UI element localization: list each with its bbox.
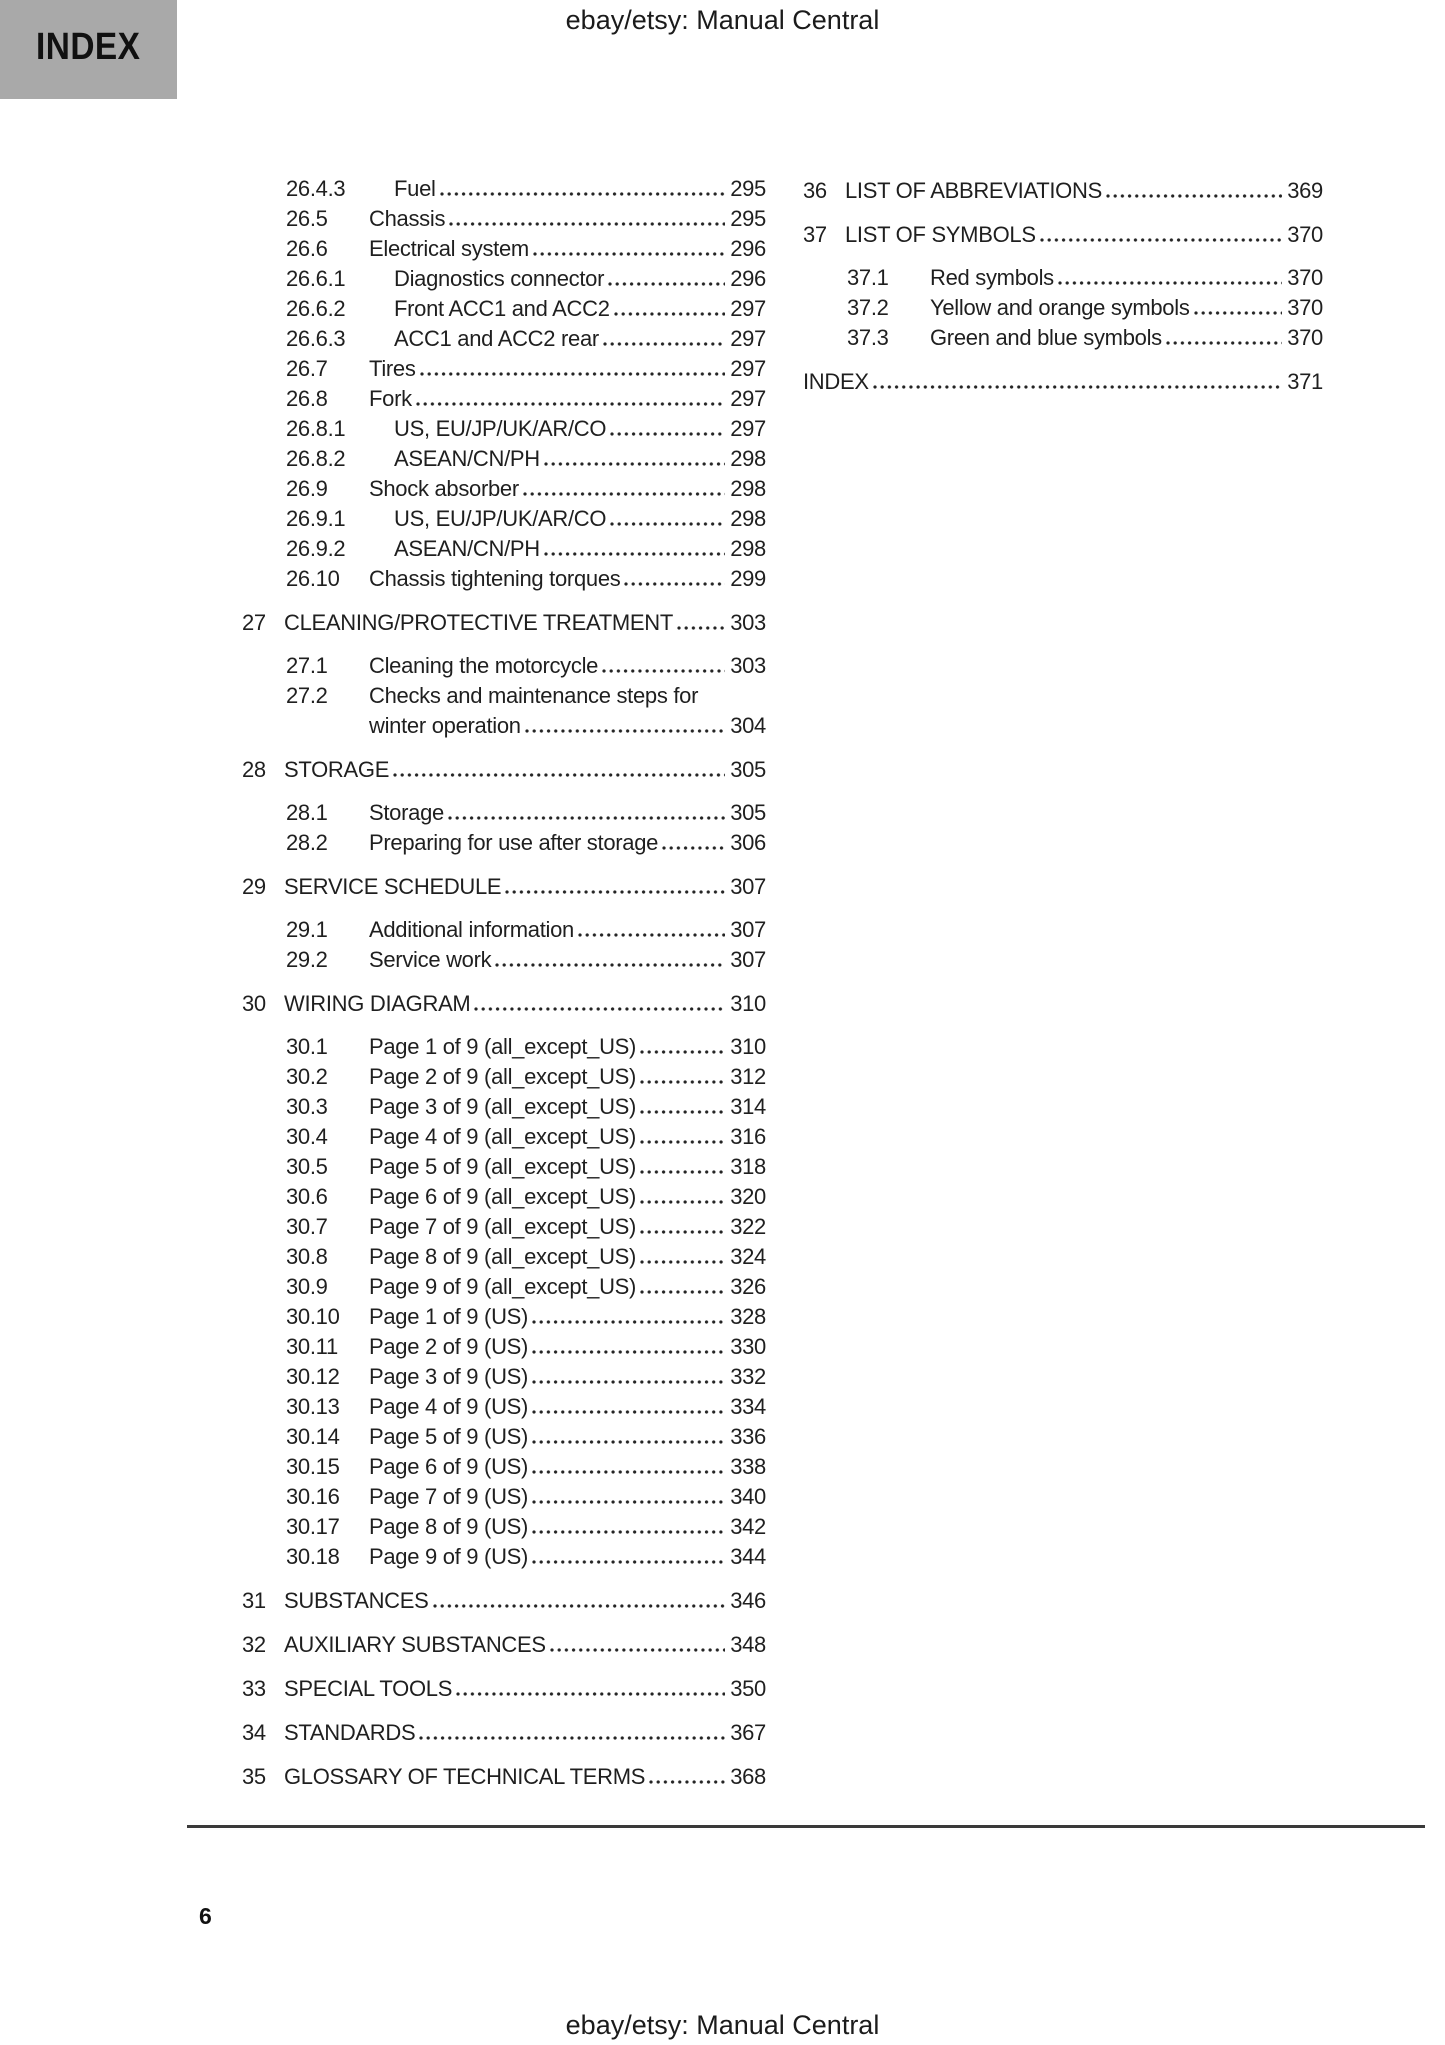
leader-dots xyxy=(532,1409,725,1415)
toc-entry-page: 322 xyxy=(730,1214,766,1239)
leader-dots xyxy=(440,191,726,197)
toc-entry-page: 336 xyxy=(730,1424,766,1449)
leader-dots xyxy=(602,668,725,674)
toc-entry-page: 344 xyxy=(730,1544,766,1569)
leader-dots xyxy=(640,1169,725,1175)
toc-entry-title: US, EU/JP/UK/AR/CO xyxy=(394,506,607,531)
toc-entry-page: 367 xyxy=(730,1720,766,1745)
toc-entry-title: Storage xyxy=(369,800,444,825)
toc-entry-number: 30.2 xyxy=(286,1064,328,1089)
toc-entry-title: Front ACC1 and ACC2 xyxy=(394,296,610,321)
leader-dots xyxy=(640,1259,725,1265)
leader-dots xyxy=(873,384,1282,390)
toc-entry-page: 350 xyxy=(730,1676,766,1701)
toc-entry-title: Page 7 of 9 (all_except_US) xyxy=(369,1214,637,1239)
toc-entry-number: 34 xyxy=(242,1720,266,1745)
toc-entry-title: Page 4 of 9 (all_except_US) xyxy=(369,1124,637,1149)
toc-row xyxy=(803,263,1323,293)
leader-dots xyxy=(419,1735,725,1741)
toc-entry-number: 28.2 xyxy=(286,830,328,855)
leader-dots xyxy=(603,341,725,347)
toc-entry-number: 30.13 xyxy=(286,1394,340,1419)
toc-entry-page: 304 xyxy=(730,713,766,738)
leader-dots xyxy=(578,932,725,938)
toc-entry-page: 306 xyxy=(730,830,766,855)
leader-dots xyxy=(624,581,725,587)
toc-entry-title: Page 8 of 9 (US) xyxy=(369,1514,529,1539)
leader-dots xyxy=(544,461,725,467)
toc-entry-number: 26.6.2 xyxy=(286,296,346,321)
toc-row xyxy=(242,174,766,204)
footer-rule xyxy=(187,1825,1425,1828)
toc-entry-page: 338 xyxy=(730,1454,766,1479)
leader-dots xyxy=(525,728,725,734)
toc-entry-page: 297 xyxy=(730,416,766,441)
toc-row xyxy=(803,220,1323,250)
toc-entry-number: 30.8 xyxy=(286,1244,328,1269)
toc-entry-number: 26.6.3 xyxy=(286,326,346,351)
leader-dots xyxy=(640,1109,725,1115)
toc-entry-page: 371 xyxy=(1287,369,1323,394)
toc-row xyxy=(242,474,766,504)
toc-entry-number: 37.1 xyxy=(847,265,889,290)
toc-entry-title: Preparing for use after storage xyxy=(369,830,659,855)
toc-entry-page: 346 xyxy=(730,1588,766,1613)
leader-dots xyxy=(640,1289,725,1295)
toc-entry-page: 297 xyxy=(730,356,766,381)
toc-row xyxy=(242,1482,766,1512)
toc-entry-title: Additional information xyxy=(369,917,574,942)
toc-entry-title: Page 1 of 9 (all_except_US) xyxy=(369,1034,637,1059)
toc-entry-page: 298 xyxy=(730,506,766,531)
toc-row xyxy=(242,1122,766,1152)
toc-row xyxy=(242,1762,766,1792)
toc-entry-page: 370 xyxy=(1287,325,1323,350)
leader-dots xyxy=(640,1199,725,1205)
toc-entry-number: 30.16 xyxy=(286,1484,340,1509)
leader-dots xyxy=(662,845,725,851)
leader-dots xyxy=(532,1439,725,1445)
toc-entry-title: Yellow and orange symbols xyxy=(930,295,1190,320)
toc-entry-title: AUXILIARY SUBSTANCES xyxy=(284,1632,546,1657)
toc-entry-title: LIST OF SYMBOLS xyxy=(845,222,1036,247)
toc-row xyxy=(242,915,766,945)
toc-row xyxy=(242,1302,766,1332)
toc-entry-title: Page 9 of 9 (US) xyxy=(369,1544,529,1569)
leader-dots xyxy=(433,1603,726,1609)
toc-entry-page: 299 xyxy=(730,566,766,591)
toc-entry-number: 28 xyxy=(242,757,266,782)
toc-row xyxy=(803,293,1323,323)
toc-entry-page: 305 xyxy=(730,800,766,825)
toc-entry-title: winter operation xyxy=(369,713,521,738)
toc-row xyxy=(242,828,766,858)
toc-entry-title: INDEX xyxy=(803,369,869,394)
toc-entry-title: STANDARDS xyxy=(284,1720,416,1745)
toc-row xyxy=(242,1630,766,1660)
toc-entry-page: 307 xyxy=(730,917,766,942)
toc-entry-page: 370 xyxy=(1287,222,1323,247)
toc-entry-title: Page 5 of 9 (US) xyxy=(369,1424,529,1449)
toc-entry-title: Page 6 of 9 (US) xyxy=(369,1454,529,1479)
toc-entry-page: 370 xyxy=(1287,265,1323,290)
toc-row xyxy=(242,1092,766,1122)
toc-row xyxy=(242,1674,766,1704)
toc-entry-title: Chassis tightening torques xyxy=(369,566,621,591)
toc-entry-title: WIRING DIAGRAM xyxy=(284,991,471,1016)
leader-dots xyxy=(1166,340,1282,346)
toc-entry-number: 30.7 xyxy=(286,1214,328,1239)
toc-entry-number: 30.4 xyxy=(286,1124,328,1149)
toc-entry-number: 26.5 xyxy=(286,206,328,231)
toc-entry-number: 26.8.2 xyxy=(286,446,346,471)
toc-entry-number: 33 xyxy=(242,1676,266,1701)
toc-entry-page: 310 xyxy=(730,1034,766,1059)
header-title: ebay/etsy: Manual Central xyxy=(565,5,880,35)
leader-dots xyxy=(649,1779,725,1785)
toc-entry-number: 30.12 xyxy=(286,1364,340,1389)
toc-entry-number: 26.8.1 xyxy=(286,416,346,441)
toc-entry-number: 30.9 xyxy=(286,1274,328,1299)
leader-dots xyxy=(677,625,725,631)
toc-entry-page: 307 xyxy=(730,874,766,899)
leader-dots xyxy=(550,1647,725,1653)
toc-entry-number: 26.7 xyxy=(286,356,328,381)
toc-row xyxy=(242,1062,766,1092)
toc-entry-page: 298 xyxy=(730,536,766,561)
toc-entry-title: US, EU/JP/UK/AR/CO xyxy=(394,416,607,441)
toc-entry-title: SPECIAL TOOLS xyxy=(284,1676,453,1701)
leader-dots xyxy=(614,311,726,317)
toc-row xyxy=(242,1586,766,1616)
toc-row xyxy=(242,1032,766,1062)
toc-row xyxy=(242,444,766,474)
toc-entry-title: Page 3 of 9 (all_except_US) xyxy=(369,1094,637,1119)
toc-row xyxy=(242,384,766,414)
toc-entry-number: 26.6 xyxy=(286,236,328,261)
toc-row xyxy=(242,1718,766,1748)
leader-dots xyxy=(544,551,725,557)
toc-entry-number: 30.10 xyxy=(286,1304,340,1329)
toc-entry-page: 296 xyxy=(730,266,766,291)
toc-entry-page: 297 xyxy=(730,386,766,411)
toc-entry-title: SERVICE SCHEDULE xyxy=(284,874,502,899)
toc-row xyxy=(242,264,766,294)
toc-entry-page: 297 xyxy=(730,326,766,351)
leader-dots xyxy=(456,1691,725,1697)
toc-row xyxy=(242,1212,766,1242)
toc-row xyxy=(242,1512,766,1542)
toc-entry-page: 307 xyxy=(730,947,766,972)
toc-row xyxy=(242,681,766,711)
toc-entry-number: 29 xyxy=(242,874,266,899)
toc-row xyxy=(242,872,766,902)
toc-entry-number: 30.17 xyxy=(286,1514,340,1539)
leader-dots xyxy=(1058,280,1282,286)
toc-entry-page: 318 xyxy=(730,1154,766,1179)
toc-row xyxy=(803,367,1323,397)
toc-entry-title: Page 7 of 9 (US) xyxy=(369,1484,529,1509)
toc-row xyxy=(242,1422,766,1452)
toc-entry-page: 297 xyxy=(730,296,766,321)
toc-row xyxy=(242,1392,766,1422)
toc-entry-page: 369 xyxy=(1287,178,1323,203)
toc-row xyxy=(803,323,1323,353)
toc-entry-number: 30.5 xyxy=(286,1154,328,1179)
footer-page-number: 6 xyxy=(199,1903,212,1929)
toc-entry-number: 30.18 xyxy=(286,1544,340,1569)
toc-entry-number: 31 xyxy=(242,1588,266,1613)
toc-entry-number: 30.15 xyxy=(286,1454,340,1479)
toc-entry-page: 303 xyxy=(730,610,766,635)
toc-row xyxy=(242,504,766,534)
toc-entry-page: 326 xyxy=(730,1274,766,1299)
toc-row xyxy=(242,1332,766,1362)
toc-entry-page: 330 xyxy=(730,1334,766,1359)
leader-dots xyxy=(610,521,725,527)
toc-entry-number: 37.2 xyxy=(847,295,889,320)
toc-entry-number: 27.1 xyxy=(286,653,328,678)
toc-entry-number: 26.10 xyxy=(286,566,340,591)
toc-entry-title: Page 9 of 9 (all_except_US) xyxy=(369,1274,637,1299)
toc-entry-title: Green and blue symbols xyxy=(930,325,1162,350)
toc-entry-title: STORAGE xyxy=(284,757,390,782)
toc-row xyxy=(242,1542,766,1572)
toc-entry-title: Page 6 of 9 (all_except_US) xyxy=(369,1184,637,1209)
toc-entry-title: Page 2 of 9 (all_except_US) xyxy=(369,1064,637,1089)
toc-entry-number: 27.2 xyxy=(286,683,328,708)
toc-row xyxy=(242,989,766,1019)
toc-row xyxy=(242,1452,766,1482)
toc-entry-page: 340 xyxy=(730,1484,766,1509)
toc-entry-page: 370 xyxy=(1287,295,1323,320)
leader-dots xyxy=(532,1559,725,1565)
toc-entry-title: Tires xyxy=(369,356,416,381)
leader-dots xyxy=(640,1139,725,1145)
toc-entry-title: Chassis xyxy=(369,206,446,231)
toc-row xyxy=(803,176,1323,206)
toc-row xyxy=(242,354,766,384)
toc-column-left xyxy=(242,174,766,1805)
toc-entry-number: 30.1 xyxy=(286,1034,328,1059)
toc-entry-number: 30.6 xyxy=(286,1184,328,1209)
leader-dots xyxy=(393,772,725,778)
toc-column-right xyxy=(803,176,1323,410)
toc-entry-page: 298 xyxy=(730,446,766,471)
toc-row xyxy=(242,1242,766,1272)
toc-entry-title: Cleaning the motorcycle xyxy=(369,653,599,678)
leader-dots xyxy=(495,962,725,968)
toc-entry-page: 342 xyxy=(730,1514,766,1539)
leader-dots xyxy=(532,1469,725,1475)
toc-entry-title: Diagnostics connector xyxy=(394,266,605,291)
leader-dots xyxy=(532,1379,725,1385)
toc-entry-title: SUBSTANCES xyxy=(284,1588,429,1613)
toc-row xyxy=(242,798,766,828)
toc-entry-number: 30 xyxy=(242,991,266,1016)
toc-entry-title: Fork xyxy=(369,386,412,411)
toc-entry-title: Page 2 of 9 (US) xyxy=(369,1334,529,1359)
toc-entry-title: Fuel xyxy=(394,176,436,201)
toc-entry-number: 26.9.2 xyxy=(286,536,346,561)
toc-entry-number: 26.9 xyxy=(286,476,328,501)
toc-entry-title: Service work xyxy=(369,947,492,972)
footer-title: ebay/etsy: Manual Central xyxy=(565,2010,880,2040)
toc-row xyxy=(242,324,766,354)
toc-entry-title: Red symbols xyxy=(930,265,1054,290)
leader-dots xyxy=(505,889,725,895)
toc-row xyxy=(242,234,766,264)
toc-entry-number: 30.14 xyxy=(286,1424,340,1449)
toc-row xyxy=(242,1272,766,1302)
toc-entry-page: 348 xyxy=(730,1632,766,1657)
toc-row xyxy=(242,1362,766,1392)
toc-entry-number: 36 xyxy=(803,178,827,203)
toc-row xyxy=(242,608,766,638)
toc-row xyxy=(242,204,766,234)
toc-entry-number: 29.2 xyxy=(286,947,328,972)
toc-entry-number: 26.6.1 xyxy=(286,266,346,291)
leader-dots xyxy=(448,815,725,821)
toc-entry-title: Page 8 of 9 (all_except_US) xyxy=(369,1244,637,1269)
toc-entry-page: 305 xyxy=(730,757,766,782)
toc-entry-title: CLEANING/PROTECTIVE TREATMENT xyxy=(284,610,673,635)
toc-entry-title: Checks and maintenance steps for xyxy=(369,683,699,708)
toc-entry-page: 328 xyxy=(730,1304,766,1329)
leader-dots xyxy=(474,1006,725,1012)
toc-entry-page: 303 xyxy=(730,653,766,678)
toc-entry-page: 295 xyxy=(730,206,766,231)
toc-entry-title: Page 1 of 9 (US) xyxy=(369,1304,529,1329)
toc-entry-page: 334 xyxy=(730,1394,766,1419)
toc-entry-page: 310 xyxy=(730,991,766,1016)
toc-row xyxy=(242,1182,766,1212)
toc-row xyxy=(242,294,766,324)
toc-entry-page: 320 xyxy=(730,1184,766,1209)
toc-row xyxy=(242,651,766,681)
toc-entry-page: 314 xyxy=(730,1094,766,1119)
leader-dots xyxy=(640,1229,725,1235)
leader-dots xyxy=(416,401,725,407)
index-tab-label: INDEX xyxy=(36,26,141,68)
toc-row xyxy=(242,711,766,741)
toc-entry-title: ACC1 and ACC2 rear xyxy=(394,326,599,351)
leader-dots xyxy=(532,1349,725,1355)
toc-entry-page: 324 xyxy=(730,1244,766,1269)
leader-dots xyxy=(532,1319,725,1325)
toc-entry-number: 35 xyxy=(242,1764,266,1789)
toc-entry-title: Page 3 of 9 (US) xyxy=(369,1364,529,1389)
leader-dots xyxy=(420,371,726,377)
leader-dots xyxy=(610,431,725,437)
toc-entry-number: 32 xyxy=(242,1632,266,1657)
toc-entry-page: 312 xyxy=(730,1064,766,1089)
leader-dots xyxy=(1106,193,1282,199)
toc-entry-number: 28.1 xyxy=(286,800,328,825)
toc-row xyxy=(242,755,766,785)
toc-entry-number: 27 xyxy=(242,610,266,635)
toc-entry-page: 296 xyxy=(730,236,766,261)
toc-row xyxy=(242,945,766,975)
leader-dots xyxy=(1194,310,1283,316)
toc-entry-page: 332 xyxy=(730,1364,766,1389)
toc-entry-title: LIST OF ABBREVIATIONS xyxy=(845,178,1102,203)
toc-entry-page: 368 xyxy=(730,1764,766,1789)
toc-row xyxy=(242,534,766,564)
toc-entry-number: 29.1 xyxy=(286,917,328,942)
leader-dots xyxy=(532,1499,725,1505)
toc-entry-page: 316 xyxy=(730,1124,766,1149)
leader-dots xyxy=(640,1079,725,1085)
toc-entry-title: Page 5 of 9 (all_except_US) xyxy=(369,1154,637,1179)
toc-entry-title: ASEAN/CN/PH xyxy=(394,536,540,561)
leader-dots xyxy=(608,281,725,287)
toc-entry-number: 30.11 xyxy=(286,1334,338,1359)
leader-dots xyxy=(532,1529,725,1535)
toc-entry-number: 26.4.3 xyxy=(286,176,346,201)
toc-row xyxy=(242,564,766,594)
toc-entry-title: Electrical system xyxy=(369,236,529,261)
toc-entry-number: 37.3 xyxy=(847,325,889,350)
toc-entry-page: 298 xyxy=(730,476,766,501)
leader-dots xyxy=(523,491,725,497)
toc-entry-page: 295 xyxy=(730,176,766,201)
toc-entry-title: Shock absorber xyxy=(369,476,519,501)
toc-entry-title: GLOSSARY OF TECHNICAL TERMS xyxy=(284,1764,646,1789)
toc-entry-title: Page 4 of 9 (US) xyxy=(369,1394,529,1419)
toc-entry-number: 30.3 xyxy=(286,1094,328,1119)
toc-entry-title: ASEAN/CN/PH xyxy=(394,446,540,471)
toc-row xyxy=(242,414,766,444)
leader-dots xyxy=(640,1049,725,1055)
leader-dots xyxy=(449,221,725,227)
toc-entry-number: 26.8 xyxy=(286,386,328,411)
leader-dots xyxy=(1040,237,1282,243)
toc-row xyxy=(242,1152,766,1182)
leader-dots xyxy=(533,251,725,257)
toc-entry-number: 26.9.1 xyxy=(286,506,346,531)
toc-entry-number: 37 xyxy=(803,222,827,247)
